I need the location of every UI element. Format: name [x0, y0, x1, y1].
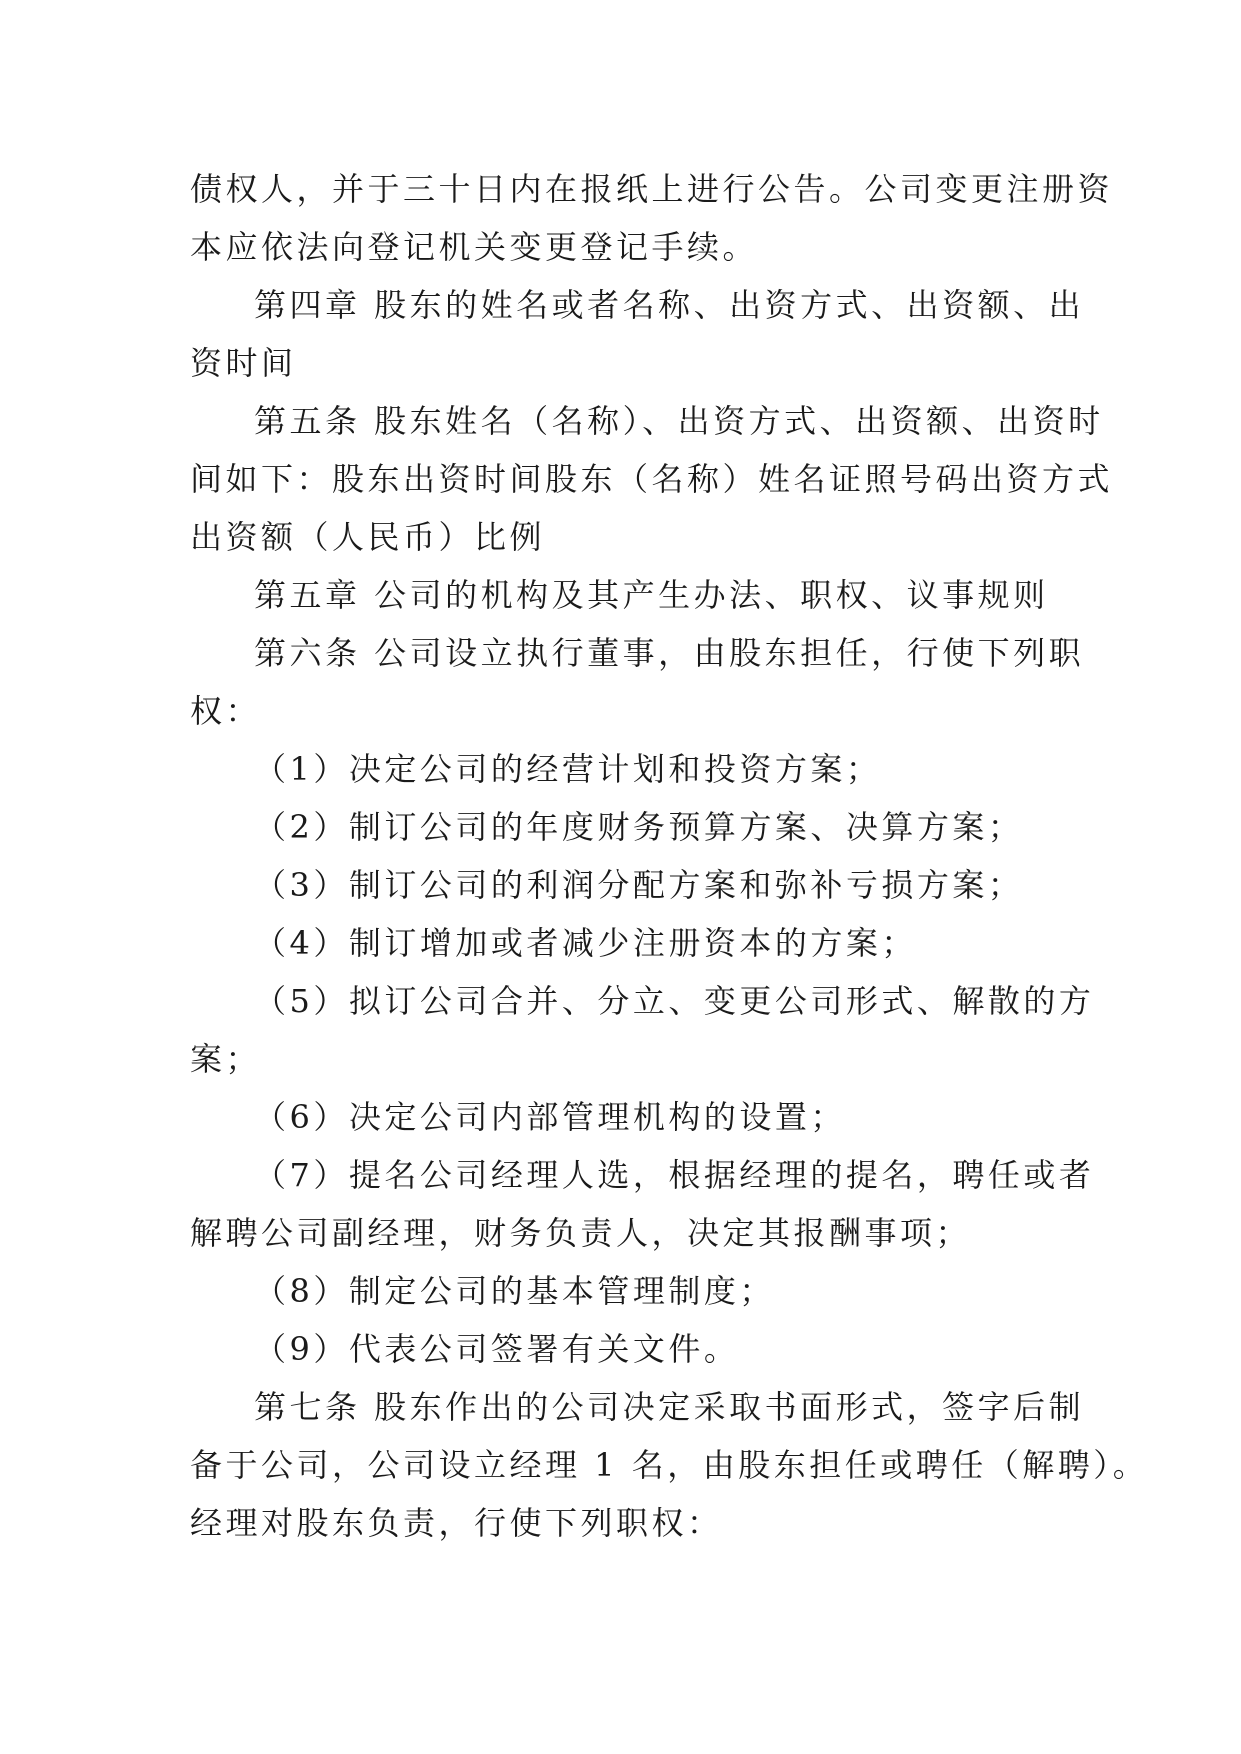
- list-item: （9）代表公司签署有关文件。: [254, 1330, 740, 1368]
- text-line: 案；: [190, 1040, 262, 1078]
- list-item: （4）制订增加或者减少注册资本的方案；: [254, 924, 917, 962]
- text-line: 权：: [190, 692, 262, 730]
- text-line: 备于公司，公司设立经理 1 名，由股东担任或聘任（解聘）。: [190, 1446, 1149, 1484]
- document-body: [190, 160, 1149, 1552]
- chapter-four-heading: 第四章 股东的姓名或者名称、出资方式、出资额、出: [254, 286, 1085, 324]
- text-line: 解聘公司副经理，财务负责人，决定其报酬事项；: [190, 1214, 972, 1252]
- article-six: 第六条 公司设立执行董事，由股东担任，行使下列职: [254, 634, 1085, 672]
- text-line: 间如下：股东出资时间股东（名称）姓名证照号码出资方式: [190, 460, 1114, 498]
- text-line: 资时间: [190, 344, 297, 382]
- article-five: 第五条 股东姓名（名称）、出资方式、出资额、出资时: [254, 402, 1104, 440]
- list-item: （6）决定公司内部管理机构的设置；: [254, 1098, 846, 1136]
- article-seven: 第七条 股东作出的公司决定采取书面形式，签字后制: [254, 1388, 1085, 1426]
- list-item: （1）决定公司的经营计划和投资方案；: [254, 750, 882, 788]
- text-line: 债权人，并于三十日内在报纸上进行公告。公司变更注册资: [190, 170, 1114, 208]
- text-line: 本应依法向登记机关变更登记手续。: [190, 228, 759, 266]
- list-item: （7）提名公司经理人选，根据经理的提名，聘任或者: [254, 1156, 1095, 1194]
- list-item: （2）制订公司的年度财务预算方案、决算方案；: [254, 808, 1024, 846]
- list-item: （3）制订公司的利润分配方案和弥补亏损方案；: [254, 866, 1024, 904]
- list-item: （5）拟订公司合并、分立、变更公司形式、解散的方: [254, 982, 1095, 1020]
- text-line: 出资额（人民币）比例: [190, 518, 546, 556]
- chapter-five-heading: 第五章 公司的机构及其产生办法、职权、议事规则: [254, 576, 1049, 614]
- list-item: （8）制定公司的基本管理制度；: [254, 1272, 775, 1310]
- text-line: 经理对股东负责，行使下列职权：: [190, 1504, 723, 1542]
